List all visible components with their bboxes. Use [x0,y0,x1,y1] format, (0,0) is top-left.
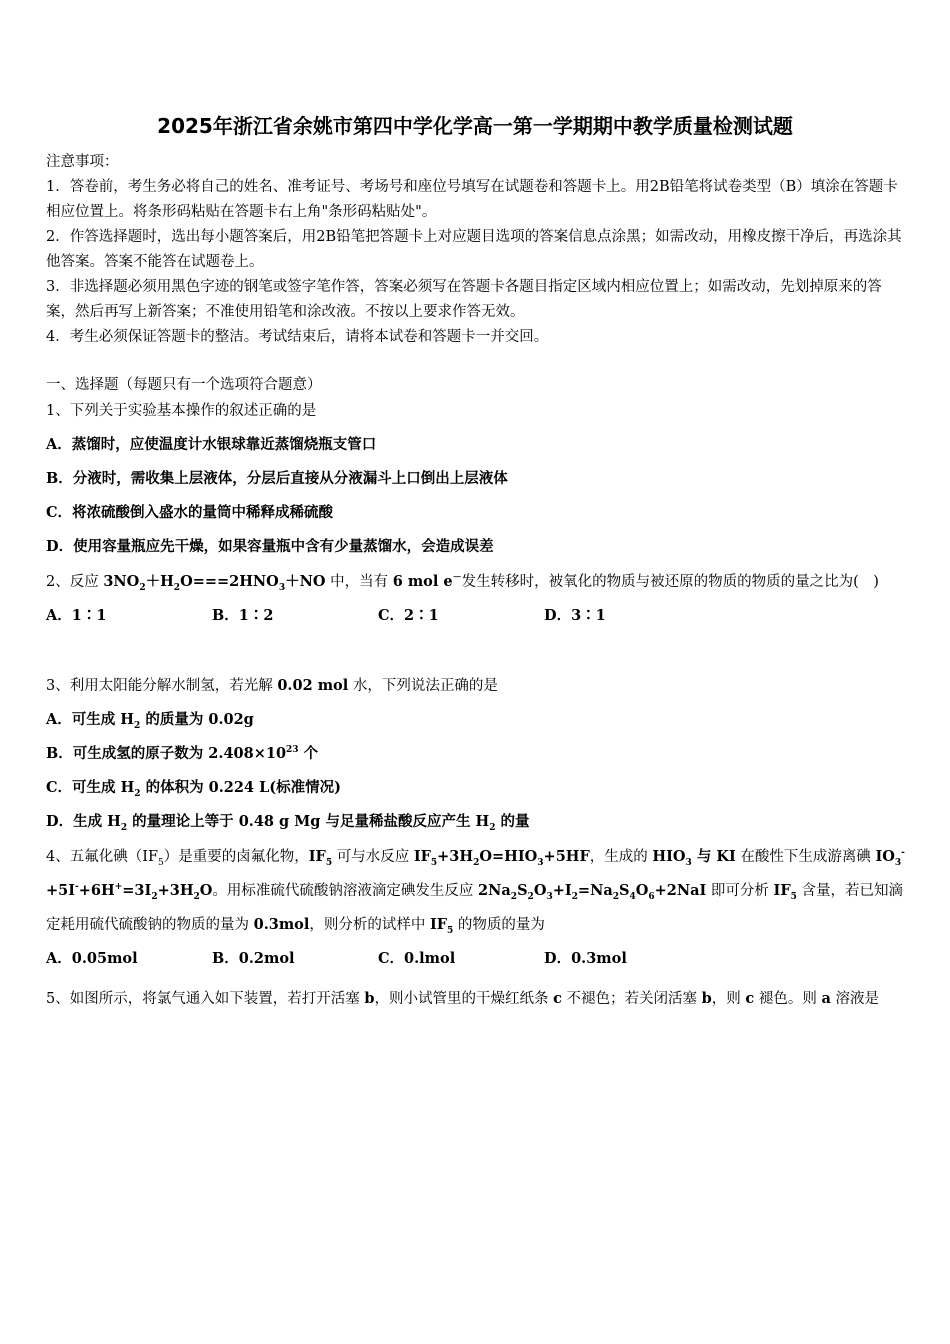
question-3-option-d: D．生成 $H_2$ 的量理论上等于 0.48 g Mg 与足量稀盐酸反应产生 $H_2$ 的量 [46,813,530,833]
question-4-option-a: A．0.05mol [46,950,138,967]
notice-heading: 注意事项： [46,154,119,170]
question-3-option-a: A．可生成 $H_2$ 的质量为 0.02g [46,711,254,731]
question-4-stem: 4、五氟化碘$(IF_5)$是重要的卤氟化物，$IF_5$ 可与水反应 $IF_5+3H_2O=HIO_3+5HF$，生成的 $HIO_3$ 与 KI 在酸性下生成游离碘 $IO_3^-+5I^-+6H^+=3I_2+3H_2O$。用标准硫代硫酸钠溶液滴定碘发生反应 $2Na_2S_2O_3+I_2=Na_2S_4O_6+2NaI$ 即可分析 $IF_5$ 含量，若已知滴定耗用硫代硫酸钠的物质的量为 0.3mol，则分析的试样中 $IF_5$ 的物质的量为 [46,848,905,936]
question-2-stem: 2、反应 $3NO_2+H_2O===2HNO_3+NO$ 中，当有 6 mol e－发生转移时，被氧化的物质与被还原的物质的物质的量之比为( ) [46,573,879,593]
question-1-option-b: B．分液时，需收集上层液体，分层后直接从分液漏斗上口倒出上层液体 [46,470,508,487]
question-3-stem: 3、利用太阳能分解水制氢，若光解 0.02 mol 水，下列说法正确的是 [46,677,498,694]
question-1 [46,394,908,564]
question-3-option-c: C．可生成 $H_2$ 的体积为 0.224 L(标准情况) [46,779,342,799]
question-2-option-d: D．3∶1 [544,607,606,624]
question-3 [46,669,908,839]
question-2-option-b: B．1∶2 [212,607,274,624]
question-1-stem: 1、下列关于实验基本操作的叙述正确的是 [46,403,317,419]
notice-item-1: 1．答卷前，考生务必将自己的姓名、准考证号、考场号和座位号填写在试题卷和答题卡上。用2B铅笔将试卷类型（B）填涂在答题卡相应位置上。将条形码粘贴在答题卡右上角"条形码粘贴处"。 [46,179,898,220]
question-1-option-d: D．使用容量瓶应先干燥，如果容量瓶中含有少量蒸馏水，会造成误差 [46,538,494,555]
notice-item-2: 2．作答选择题时，选出每小题答案后，用2B铅笔把答题卡上对应题目选项的答案信息点涂黑；如需改动，用橡皮擦干净后，再选涂其他答案。答案不能答在试题卷上。 [46,229,902,270]
question-4-option-b: B．0.2mol [212,950,295,967]
notice-block [46,150,908,350]
question-3-option-b: B．可生成氢的原子数为 $2.408\times 10^{23}$ 个 [46,745,319,762]
question-1-option-a: A．蒸馏时，应使温度计水银球靠近蒸馏烧瓶支管口 [46,436,377,453]
page-title: 2025年浙江省余姚市第四中学化学高一第一学期期中教学质量检测试题 [157,114,793,138]
notice-item-4: 4．考生必须保证答题卡的整洁。考试结束后，请将本试卷和答题卡一并交回。 [46,329,549,345]
question-4-options [46,942,908,976]
question-2-option-c: C．2∶1 [378,607,439,624]
question-2-option-a: A．1∶1 [46,607,107,624]
question-1-option-c: C．将浓硫酸倒入盛水的量筒中稀释成稀硫酸 [46,504,334,521]
notice-item-3: 3．非选择题必须用黑色字迹的钢笔或签字笔作答，答案必须写在答题卡各题目指定区域内相应位置上；如需改动，先划掉原来的答案，然后再写上新答案；不准使用铅笔和涂改液。不按以上要求作答无效。 [46,279,882,320]
question-4-option-c: C．0.lmol [378,950,456,967]
question-4 [46,840,908,976]
question-2 [46,565,908,633]
question-5-stem: 5、如图所示，将氯气通入如下装置，若打开活塞 b，则小试管里的干燥红纸条 c 不褪色；若关闭活塞 b，则 c 褪色。则 a 溶液是 [46,990,879,1007]
question-5 [46,982,908,1016]
question-2-options [46,599,908,633]
section-heading: 一、选择题（每题只有一个选项符合题意） [46,377,322,393]
question-4-option-d: D．0.3mol [544,950,627,967]
